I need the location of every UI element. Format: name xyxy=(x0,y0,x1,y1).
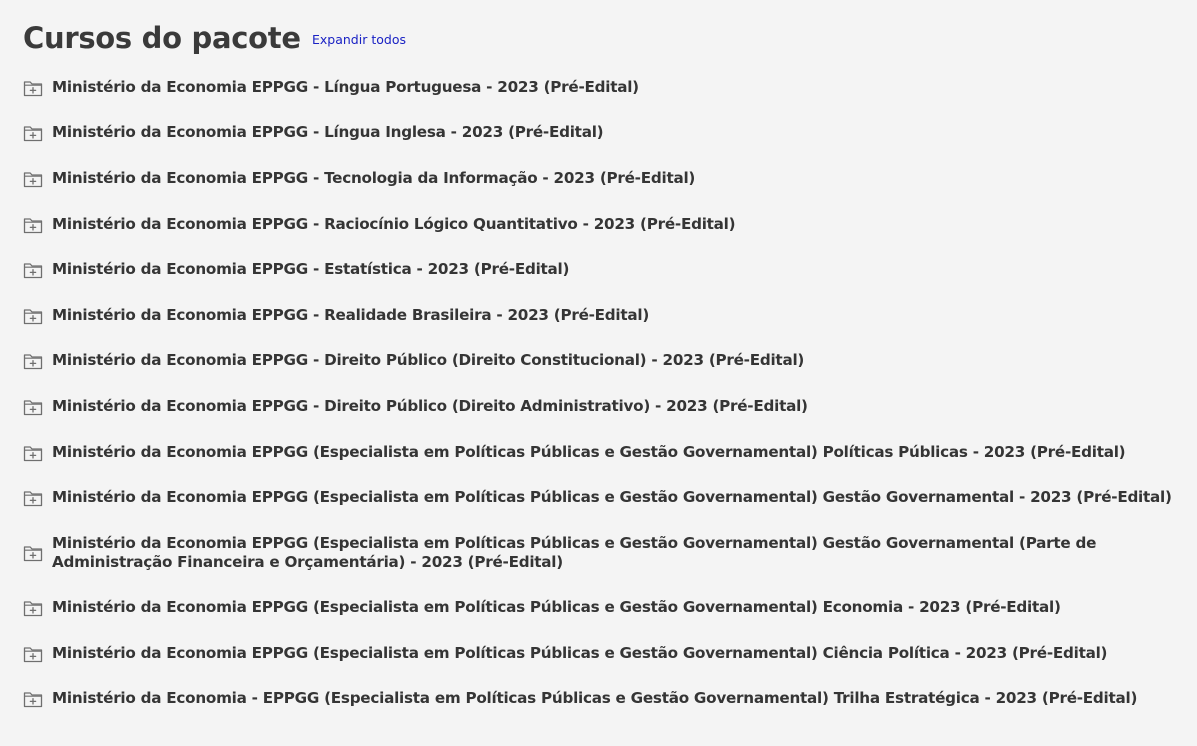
course-item[interactable] xyxy=(23,644,1193,663)
folder-plus-icon xyxy=(23,444,43,462)
course-label: Ministério da Economia EPPGG - Língua Portuguesa - 2023 (Pré-Edital) xyxy=(52,78,639,96)
folder-plus-icon xyxy=(23,599,43,617)
course-label: Ministério da Economia EPPGG (Especialista em Políticas Públicas e Gestão Governamental) Gestão Governamental - 2023 (Pré-Edital) xyxy=(52,488,1172,506)
course-item[interactable] xyxy=(23,351,1193,370)
course-label: Ministério da Economia EPPGG - Estatística - 2023 (Pré-Edital) xyxy=(52,260,570,278)
folder-plus-icon xyxy=(23,261,43,279)
course-item[interactable] xyxy=(23,215,1193,234)
folder-plus-icon xyxy=(23,170,43,188)
folder-plus-icon xyxy=(23,216,43,234)
course-label: Ministério da Economia EPPGG - Raciocínio Lógico Quantitativo - 2023 (Pré-Edital) xyxy=(52,215,736,233)
course-item[interactable] xyxy=(23,123,1193,142)
folder-plus-icon xyxy=(23,307,43,325)
folder-plus-icon xyxy=(23,544,43,562)
course-label: Ministério da Economia EPPGG - Direito Público (Direito Administrativo) - 2023 (Pré-Edital) xyxy=(52,397,808,415)
folder-plus-icon xyxy=(23,124,43,142)
course-label: Ministério da Economia EPPGG (Especialista em Políticas Públicas e Gestão Governamental) Gestão Governamental (Parte de Administração Financeira e Orçamentária) - 2023 (Pré-Edital) xyxy=(52,534,1097,571)
course-label: Ministério da Economia EPPGG - Direito Público (Direito Constitucional) - 2023 (Pré-Edital) xyxy=(52,351,805,369)
course-label: Ministério da Economia EPPGG - Tecnologia da Informação - 2023 (Pré-Edital) xyxy=(52,169,696,187)
course-item[interactable] xyxy=(23,306,1193,325)
course-item[interactable] xyxy=(23,78,1193,97)
course-label: Ministério da Economia EPPGG (Especialista em Políticas Públicas e Gestão Governamental) Economia - 2023 (Pré-Edital) xyxy=(52,598,1061,616)
course-item[interactable] xyxy=(23,397,1193,416)
course-item[interactable] xyxy=(23,488,1193,507)
course-item[interactable] xyxy=(23,169,1193,188)
course-item[interactable] xyxy=(23,598,1193,617)
folder-plus-icon xyxy=(23,645,43,663)
folder-plus-icon xyxy=(23,398,43,416)
folder-plus-icon xyxy=(23,690,43,708)
course-item[interactable] xyxy=(23,260,1193,279)
course-item[interactable] xyxy=(23,689,1193,708)
folder-plus-icon xyxy=(23,352,43,370)
course-item[interactable] xyxy=(23,443,1193,462)
folder-plus-icon xyxy=(23,489,43,507)
course-label: Ministério da Economia EPPGG (Especialista em Políticas Públicas e Gestão Governamental) Políticas Públicas - 2023 (Pré-Edital) xyxy=(52,443,1126,461)
course-label: Ministério da Economia EPPGG - Língua Inglesa - 2023 (Pré-Edital) xyxy=(52,123,604,141)
course-label: Ministério da Economia EPPGG - Realidade Brasileira - 2023 (Pré-Edital) xyxy=(52,306,650,324)
course-label: Ministério da Economia - EPPGG (Especialista em Políticas Públicas e Gestão Governamental) Trilha Estratégica - 2023 (Pré-Edital) xyxy=(52,689,1138,707)
header xyxy=(23,18,301,58)
folder-plus-icon xyxy=(23,79,43,97)
expand-all-link[interactable]: Expandir todos xyxy=(312,32,406,47)
course-item[interactable] xyxy=(23,534,1193,572)
page-title: Cursos do pacote xyxy=(23,21,301,55)
course-label: Ministério da Economia EPPGG (Especialista em Políticas Públicas e Gestão Governamental) Ciência Política - 2023 (Pré-Edital) xyxy=(52,644,1108,662)
